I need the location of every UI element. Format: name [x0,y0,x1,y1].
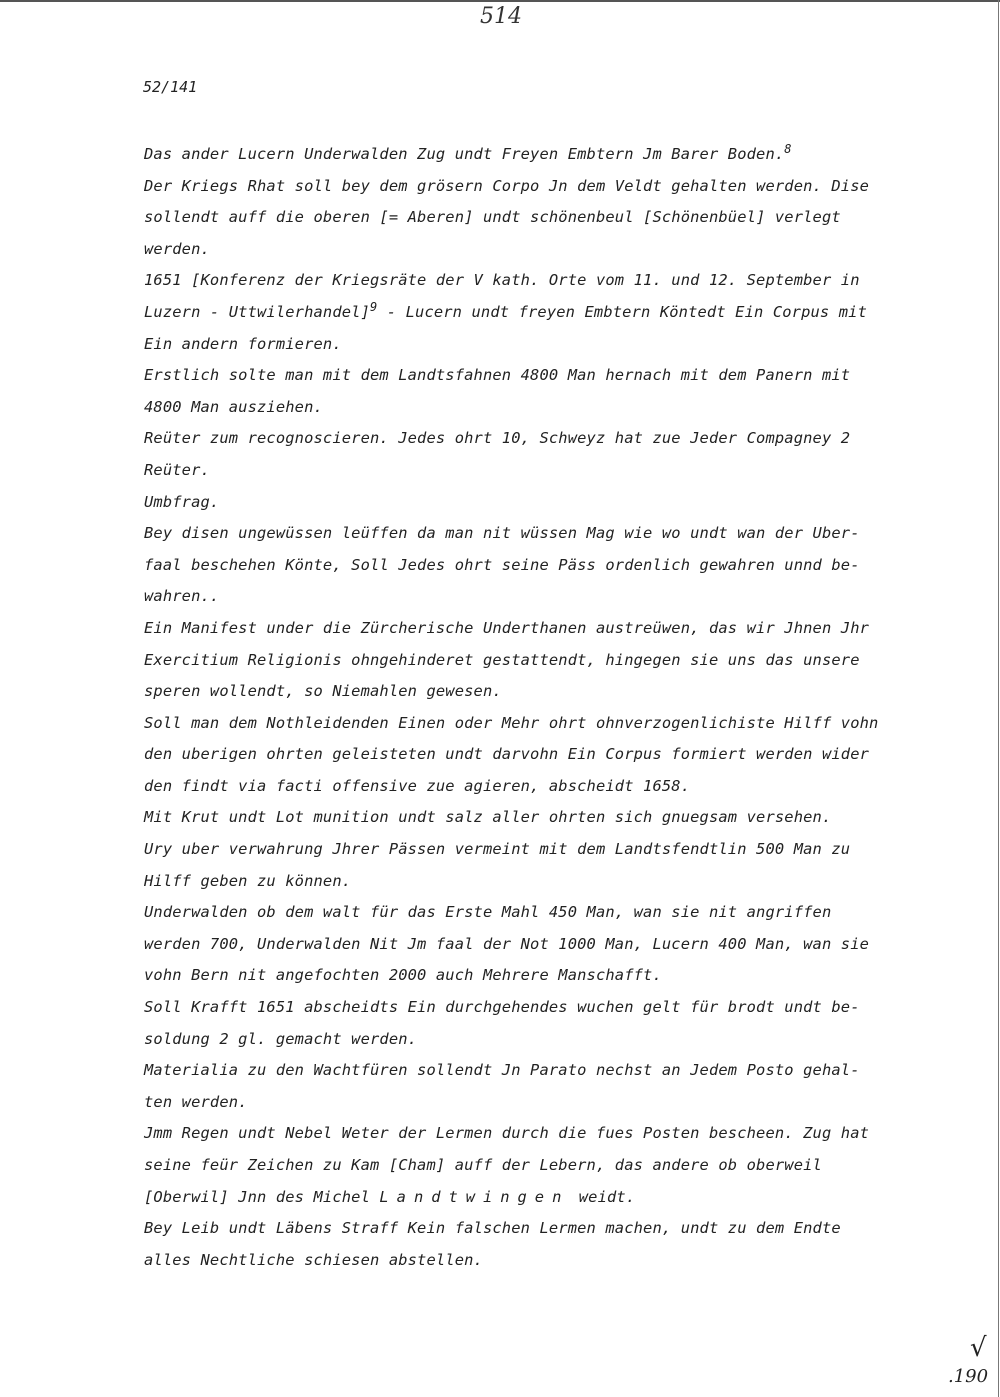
text-line: wahren.. [144,587,220,606]
archive-number: 514 [480,4,522,29]
text-line: Bey disen ungewüssen leüffen da man nit wüssen Mag wie wo undt wan der Uber- [144,524,860,543]
text-line: sollendt auff die oberen [= Aberen] undt schönenbeul [Schönenbüel] verlegt [144,208,841,227]
text-line: [Oberwil] Jnn des Michel Landtwingen weidt. [144,1187,636,1206]
page-reference: 52/141 [143,78,198,96]
text-line: den findt via facti offensive zue agieren, abscheidt 1658. [144,776,691,795]
text-line: seine feür Zeichen zu Kam [Cham] auff der Lebern, das andere ob oberweil [144,1156,822,1174]
text-line: Bey Leib undt Läbens Straff Kein falschen Lermen machen, undt zu dem Endte [144,1219,841,1238]
text-line: werden 700, Underwalden Nit Jm faal der Not 1000 Man, Lucern 400 Man, wan sie [144,934,870,953]
text-line: werden. [144,239,210,258]
text-line: 1651 [Konferenz der Kriegsräte der V kath. Orte vom 11. und 12. September in [144,271,860,290]
text-line: Erstlich solte man mit dem Landtsfahnen 4800 Man hernach mit dem Panern mit [144,366,851,385]
text-line: Exercitium Religionis ohngehinderet gestattendt, hingegen sie uns das unsere [144,650,860,669]
text-line: vohn Bern nit angefochten 2000 auch Mehrere Manschafft. [144,966,662,985]
text-line: Umbfrag. [144,492,220,511]
text-line: alles Nechtliche schiesen abstellen. [144,1250,483,1269]
text-line: Underwalden ob dem walt für das Erste Mahl 450 Man, wan sie nit angriffen [144,903,832,922]
text-line: Ein andern formieren. [144,334,342,353]
text-line: Ein Manifest under die Zürcherische Underthanen austreüwen, das wir Jhnen Jhr [144,618,870,637]
transcription-body [144,139,934,1276]
text-line: Reüter zum recognoscieren. Jedes ohrt 10, Schweyz hat zue Jeder Compagney 2 [144,429,851,448]
text-line: Soll Krafft 1651 abscheidts Ein durchgehendes wuchen gelt für brodt undt be- [144,998,860,1017]
text-line: soldung 2 gl. gemacht werden. [144,1029,418,1048]
text-line: Hilff geben zu können. [144,871,352,890]
spaced-name: Landtwingen [379,1187,570,1206]
text-line: ten werden. [144,1092,248,1111]
scan-border-right [998,0,999,1397]
text-line: Das ander Lucern Underwalden Zug undt Freyen Embtern Jm Barer Boden.$^8$ [144,142,792,163]
text-line: Materialia zu den Wachtfüren sollendt Jn Parato nechst an Jedem Posto gehal- [144,1061,860,1080]
footnote-ref: 8 [784,142,792,156]
text-line: Luzern - Uttwilerhandel]$^9$ - Lucern undt freyen Embtern Köntedt Ein Corpus mit [144,299,867,321]
folio-number: .190 [948,1366,989,1387]
checkmark-icon: √ [970,1333,987,1363]
text-line: speren wollendt, so Niemahlen gewesen. [144,682,502,701]
text-line: den uberigen ohrten geleisteten undt darvohn Ein Corpus formiert werden wider [144,745,870,764]
scan-border-top [0,0,1000,2]
text-line: 4800 Man ausziehen. [144,397,323,416]
text-line: Mit Krut undt Lot munition undt salz aller ohrten sich gnuegsam versehen. [144,808,832,827]
text-line: Jmm Regen undt Nebel Weter der Lermen durch die fues Posten bescheen. Zug hat [144,1124,870,1143]
footnote-ref: 9 [369,299,378,314]
text-line: Soll man dem Nothleidenden Einen oder Mehr ohrt ohnverzogenlichiste Hilff vohn [144,713,879,732]
text-line: Reüter. [144,460,210,479]
text-line: Der Kriegs Rhat soll bey dem grösern Corpo Jn dem Veldt gehalten werden. Dise [144,176,870,195]
text-line: Ury uber verwahrung Jhrer Pässen vermeint mit dem Landtsfendtlin 500 Man zu [144,840,851,859]
text-line: faal beschehen Könte, Soll Jedes ohrt seine Päss ordenlich gewahren unnd be- [144,555,860,574]
